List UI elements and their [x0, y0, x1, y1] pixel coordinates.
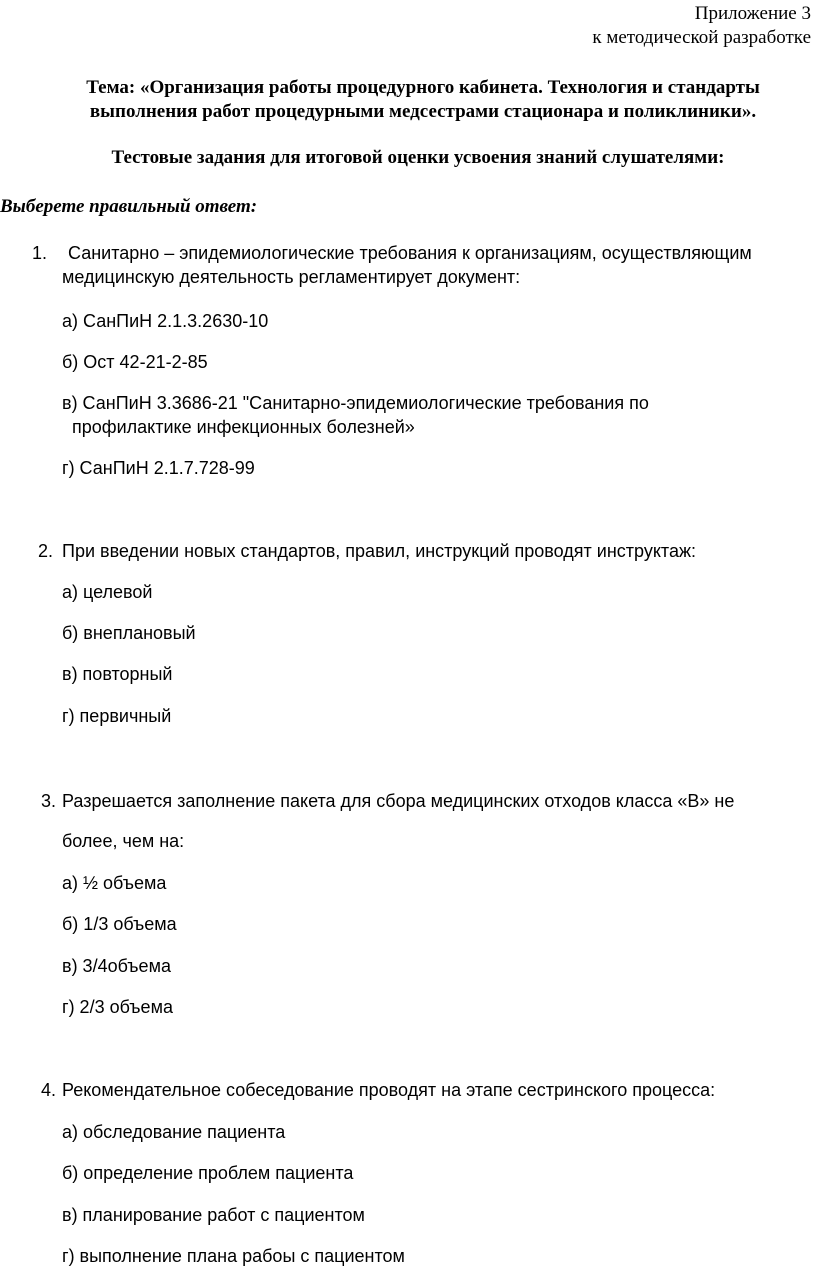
question-number: 4. — [41, 1080, 57, 1100]
question-1-option-b[interactable]: б) Ост 42-21-2-85 — [62, 352, 208, 372]
question-4-option-b[interactable]: б) определение проблем пациента — [62, 1163, 354, 1183]
question-4 — [0, 1078, 816, 1102]
question-2-option-d[interactable]: г) первичный — [62, 706, 172, 726]
question-3-option-c[interactable]: в) 3/4объема — [62, 956, 171, 976]
question-4-option-c[interactable]: в) планирование работ с пациентом — [62, 1205, 365, 1225]
topic-line-2: выполнения работ процедурными медсестрами стационара и поликлиники». — [89, 101, 757, 122]
question-text-line-2: более, чем на: — [62, 831, 185, 851]
appendix-header — [592, 2, 811, 50]
question-4-option-a[interactable]: а) обследование пациента — [62, 1122, 286, 1142]
instruction: Выберете правильный ответ: — [0, 196, 258, 217]
question-text-line-1: Санитарно – эпидемиологические требования к организациям, осуществляющим — [68, 243, 752, 263]
question-1-option-d[interactable]: г) СанПиН 2.1.7.728-99 — [62, 458, 255, 478]
question-number: 3. — [41, 791, 57, 811]
subtitle: Тестовые задания для итоговой оценки усвоения знаний слушателями: — [111, 147, 725, 168]
appendix-line-1: Приложение 3 — [694, 3, 811, 24]
question-4-option-d[interactable]: г) выполнение плана рабоы с пациентом — [62, 1246, 405, 1266]
question-2-option-b[interactable]: б) внеплановый — [62, 623, 196, 643]
question-2-option-a[interactable]: а) целевой — [62, 582, 153, 602]
question-text-line-1: Рекомендательное собеседование проводят на этапе сестринского процесса: — [62, 1080, 716, 1100]
question-3-option-a[interactable]: а) ½ объема — [62, 873, 167, 893]
question-3 — [0, 789, 816, 853]
question-text-line-1: Разрешается заполнение пакета для сбора медицинских отходов класса «В» не — [62, 791, 735, 811]
question-2-option-c[interactable]: в) повторный — [62, 664, 173, 684]
appendix-line-2: к методической разработке — [592, 27, 811, 48]
question-1-option-c[interactable] — [62, 391, 649, 439]
topic-line-1: Тема: «Организация работы процедурного кабинета. Технология и стандарты — [86, 77, 760, 98]
question-1-option-a[interactable]: а) СанПиН 2.1.3.2630-10 — [62, 311, 269, 331]
question-2 — [0, 539, 816, 563]
question-text-line-2: медицинскую деятельность регламентирует документ: — [62, 267, 521, 287]
question-3-option-d[interactable]: г) 2/3 объема — [62, 997, 173, 1017]
option-text-line-1: в) СанПиН 3.3686-21 "Санитарно-эпидемиологические требования по — [62, 393, 649, 413]
question-number: 1. — [32, 243, 48, 263]
question-text-line-1: При введении новых стандартов, правил, инструкций проводят инструктаж: — [62, 541, 696, 561]
question-1 — [0, 241, 816, 289]
topic-title — [30, 76, 816, 124]
option-text-line-2: профилактике инфекционных болезней» — [72, 417, 415, 437]
question-3-option-b[interactable]: б) 1/3 объема — [62, 914, 177, 934]
question-number: 2. — [38, 541, 54, 561]
